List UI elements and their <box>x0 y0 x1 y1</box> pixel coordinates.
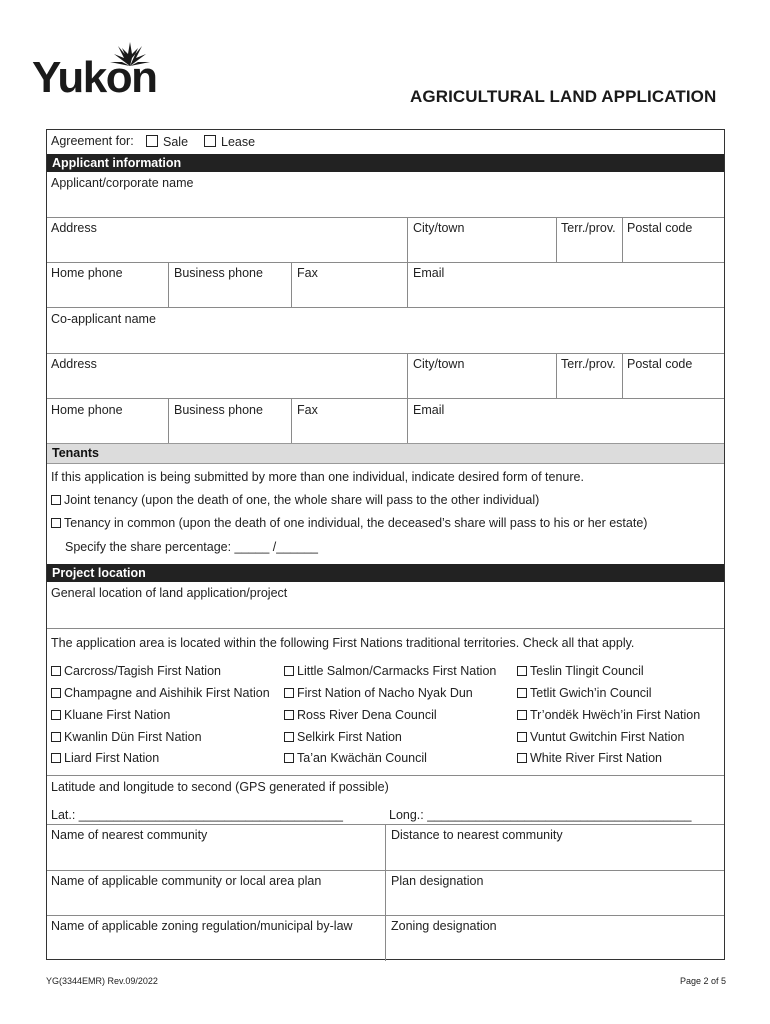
co-postal-label: Postal code <box>627 357 693 371</box>
sale-option[interactable] <box>146 135 188 150</box>
checkbox[interactable] <box>51 753 61 763</box>
divider <box>291 398 292 443</box>
first-nation-option[interactable] <box>51 751 159 766</box>
first-nation-option[interactable] <box>284 686 473 701</box>
first-nation-option[interactable] <box>51 730 202 745</box>
first-nation-option[interactable] <box>517 730 684 745</box>
plan-designation-label: Plan designation <box>391 874 484 888</box>
co-terr-label: Terr./prov. <box>561 357 616 371</box>
joint-tenancy-label: Joint tenancy (upon the death of one, the whole share will pass to the other individual) <box>64 493 540 507</box>
longitude-field[interactable]: Long.: ______________________________________ <box>389 808 692 822</box>
zoning-designation-label: Zoning designation <box>391 919 497 933</box>
checkbox[interactable] <box>517 732 527 742</box>
checkbox[interactable] <box>51 732 61 742</box>
divider <box>47 398 724 399</box>
checkbox[interactable] <box>51 710 61 720</box>
checkbox[interactable] <box>284 666 294 676</box>
divider <box>385 824 386 961</box>
divider <box>556 217 557 262</box>
first-nation-option[interactable] <box>517 686 652 701</box>
first-nation-label: Liard First Nation <box>64 751 160 765</box>
tenancy-in-common-option[interactable] <box>51 516 647 531</box>
first-nation-label: Selkirk First Nation <box>297 730 402 744</box>
divider <box>407 398 408 443</box>
first-nation-option[interactable] <box>284 664 496 679</box>
postal-label: Postal code <box>627 221 693 235</box>
nearest-community-label: Name of nearest community <box>51 828 208 842</box>
checkbox[interactable] <box>517 666 527 676</box>
first-nation-label: Ta’an Kwächän Council <box>297 751 427 765</box>
checkbox[interactable] <box>517 710 527 720</box>
first-nation-label: Little Salmon/Carmacks First Nation <box>297 664 497 678</box>
divider <box>47 307 724 308</box>
lease-label: Lease <box>221 135 256 149</box>
plan-name-label: Name of applicable community or local area plan <box>51 874 322 888</box>
territories-instruction: The application area is located within the following First Nations traditional territories. Check all that apply. <box>51 636 635 650</box>
tenants-section-header: Tenants <box>47 443 724 464</box>
first-nation-label: Carcross/Tagish First Nation <box>64 664 221 678</box>
gps-label: Latitude and longitude to second (GPS generated if possible) <box>51 780 389 794</box>
first-nation-option[interactable] <box>284 708 437 723</box>
address-label: Address <box>51 221 97 235</box>
document-title: AGRICULTURAL LAND APPLICATION <box>410 87 717 106</box>
sale-label: Sale <box>163 135 189 149</box>
email-label: Email <box>413 266 445 280</box>
first-nation-option[interactable] <box>51 664 221 679</box>
city-label: City/town <box>413 221 465 235</box>
tenancy-in-common-checkbox[interactable] <box>51 518 61 528</box>
first-nation-label: White River First Nation <box>530 751 662 765</box>
divider <box>47 870 724 871</box>
lease-checkbox[interactable] <box>204 135 216 147</box>
divider <box>47 262 724 263</box>
checkbox[interactable] <box>284 688 294 698</box>
applicant-name-label: Applicant/corporate name <box>51 176 194 190</box>
divider <box>407 217 408 262</box>
divider <box>556 353 557 398</box>
divider <box>622 217 623 262</box>
terr-label: Terr./prov. <box>561 221 616 235</box>
divider <box>47 628 724 629</box>
co-fax-label: Fax <box>297 403 318 417</box>
application-form <box>46 129 725 960</box>
divider <box>47 915 724 916</box>
first-nation-option[interactable] <box>517 664 644 679</box>
co-address-label: Address <box>51 357 97 371</box>
co-city-label: City/town <box>413 357 465 371</box>
home-phone-label: Home phone <box>51 266 123 280</box>
fax-label: Fax <box>297 266 318 280</box>
logo-text: Yukon <box>32 53 157 102</box>
page-number: Page 2 of 5 <box>679 976 726 986</box>
share-percentage-field[interactable]: Specify the share percentage: _____ /______ <box>65 540 318 554</box>
first-nation-label: First Nation of Nacho Nyak Dun <box>297 686 473 700</box>
checkbox[interactable] <box>517 688 527 698</box>
first-nation-option[interactable] <box>517 708 700 723</box>
project-section-header: Project location <box>47 564 724 582</box>
business-phone-label: Business phone <box>174 266 263 280</box>
lease-option[interactable] <box>204 135 255 150</box>
co-business-phone-label: Business phone <box>174 403 263 417</box>
zoning-regulation-label: Name of applicable zoning regulation/municipal by-law <box>51 919 353 933</box>
first-nation-option[interactable] <box>51 686 270 701</box>
divider <box>407 262 408 307</box>
joint-tenancy-checkbox[interactable] <box>51 495 61 505</box>
distance-label: Distance to nearest community <box>391 828 563 842</box>
checkbox[interactable] <box>517 753 527 763</box>
divider <box>47 775 724 776</box>
checkbox[interactable] <box>284 732 294 742</box>
divider <box>168 262 169 307</box>
first-nation-label: Kwanlin Dün First Nation <box>64 730 202 744</box>
first-nation-label: Tetlit Gwich’in Council <box>530 686 652 700</box>
first-nation-label: Kluane First Nation <box>64 708 171 722</box>
first-nation-option[interactable] <box>284 751 427 766</box>
first-nation-label: Teslin Tlingit Council <box>530 664 644 678</box>
first-nation-label: Champagne and Aishihik First Nation <box>64 686 270 700</box>
yukon-logo <box>32 44 172 106</box>
co-home-phone-label: Home phone <box>51 403 123 417</box>
applicant-section-header: Applicant information <box>47 154 724 172</box>
first-nation-option[interactable] <box>517 751 662 766</box>
divider <box>407 353 408 398</box>
tenants-instruction: If this application is being submitted by more than one individual, indicate desired form of tenure. <box>51 470 584 484</box>
divider <box>291 262 292 307</box>
checkbox[interactable] <box>284 753 294 763</box>
first-nation-label: Ross River Dena Council <box>297 708 437 722</box>
coapplicant-name-label: Co-applicant name <box>51 312 156 326</box>
divider <box>622 353 623 398</box>
agreement-label: Agreement for: <box>51 134 134 148</box>
co-email-label: Email <box>413 403 445 417</box>
first-nation-label: Vuntut Gwitchin First Nation <box>530 730 685 744</box>
latitude-field[interactable]: Lat.: ______________________________________ <box>51 808 343 822</box>
general-location-label: General location of land application/project <box>51 586 288 600</box>
checkbox[interactable] <box>51 666 61 676</box>
joint-tenancy-option[interactable] <box>51 493 539 508</box>
first-nation-option[interactable] <box>51 708 170 723</box>
tenancy-in-common-label: Tenancy in common (upon the death of one individual, the deceased’s share will pass to his or her estate) <box>64 516 648 530</box>
sale-checkbox[interactable] <box>146 135 158 147</box>
checkbox[interactable] <box>51 688 61 698</box>
first-nation-label: Tr’ondëk Hwëch’in First Nation <box>530 708 701 722</box>
first-nation-option[interactable] <box>284 730 402 745</box>
form-code: YG(3344EMR) Rev.09/2022 <box>46 976 158 986</box>
divider <box>168 398 169 443</box>
checkbox[interactable] <box>284 710 294 720</box>
